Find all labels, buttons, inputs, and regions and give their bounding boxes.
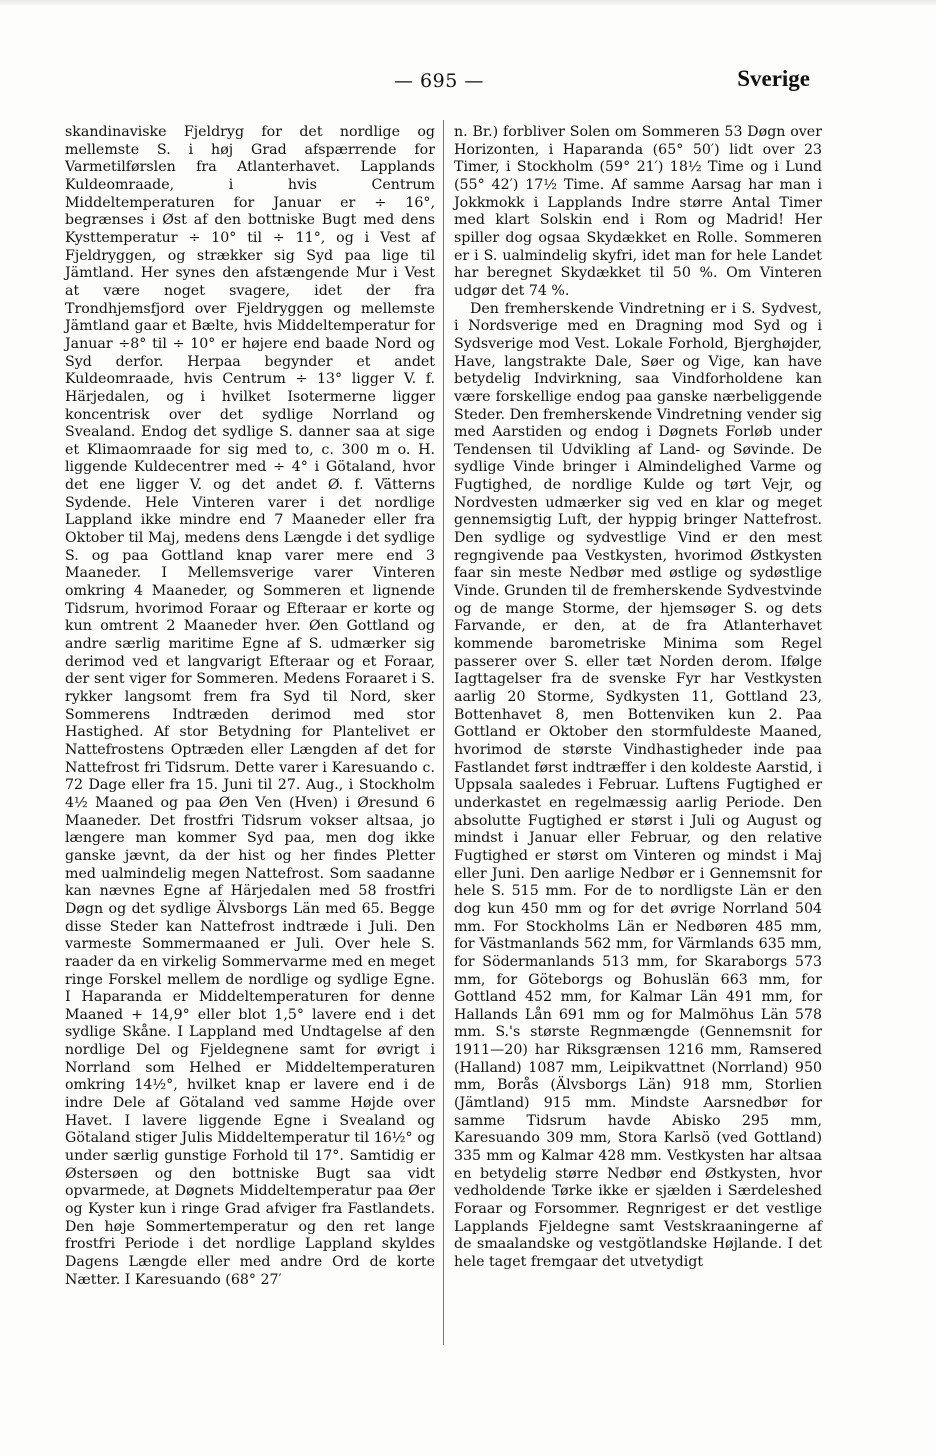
running-head: Sverige [737,66,810,91]
left-column [65,124,435,1349]
paragraph: skandinaviske Fjeldryg for det nordlige og mellemste S. i høj Grad afspærrende for Varmetilførslen fra Atlanterhavet. Lapplands Kuldeomraade, i hvis Centrum Middeltemperaturen for Januar er ÷ 16°, begrænses i Øst af den bottniske Bugt med dens Kysttemperatur ÷ 10° til ÷ 11°, og i Vest af Fjeldryggen, og strækker sig Syd paa lige til Jämtland. Her synes den afstængende Mur i Vest at være noget svagere, idet der fra Trondhjemsfjord over Fjeldryggen og mellemste Jämtland gaar et Bælte, hvis Middeltemperatur for Januar ÷8° til ÷ 10° er højere end baade Nord og Syd derfor. Herpaa begynder et andet Kuldeomraade, hvis Centrum ÷ 13° ligger V. f. Härjedalen, og i hvilket Isotermerne ligger koncentrisk over det sydlige Norrland og Svealand. Endog det sydlige S. danner saa at sige et Klimaomraade for sig med to, c. 300 m o. H. liggende Kuldecentrer med ÷ 4° i Götaland, hvor det ene ligger V. og det andet Ø. f. Vätterns Sydende. Hele Vinteren varer i det nordlige Lappland ikke mindre end 7 Maaneder eller fra Oktober til Maj, medens dens Længde i det sydlige S. og paa Gottland knap varer mere end 3 Maaneder. I Mellemsverige varer Vinteren omkring 4 Maaneder, og Sommeren et lignende Tidsrum, hvorimod Foraar og Efteraar er korte og kun omtrent 2 Maaneder hver. Øen Gottland og andre særlig maritime Egne af S. udmærker sig derimod ved et langvarigt Efteraar og et Foraar, der sent viger for Sommeren. Medens Foraaret i S. rykker langsomt frem fra Syd til Nord, sker Sommerens Indtræden derimod med stor Hastighed. Af stor Betydning for Plantelivet er Nattefrostens Optræden eller Længden af det for Nattefrost fri Tidsrum. Dette varer i Karesuando c. 72 Dage eller fra 15. Juni til 27. Aug., i Stockholm 4½ Maaned og paa Øen Ven (Hven) i Øresund 6 Maaneder. Det frostfri Tidsrum vokser altsaa, jo længere man kommer Syd paa, men dog ikke ganske jævnt, da der hist og her findes Pletter med ualmindelig megen Nattefrost. Som saadanne kan nævnes Egne af Härjedalen med 58 frostfri Døgn og det sydlige Älvsborgs Län med 65. Begge disse Steder kan Nattefrost indtræde i Juli. Den varmeste Sommermaaned er Juli. Over hele S. raader da en virkelig Sommervarme med en meget ringe Forskel mellem de nordlige og sydlige Egne. I Haparanda er Middeltemperaturen for denne Maaned + 14,9° eller blot 1,5° lavere end i det sydlige Skåne. I Lappland med Undtagelse af den nordlige Del og Fjeldegnene samt for øvrigt i Norrland som Helhed er Middeltemperaturen omkring 14½°, hvilket knap er lavere end i de indre Dele af Götaland ved samme Højde over Havet. I lavere liggende Egne i Svealand og Götaland stiger Julis Middeltemperatur til 16½° og under særlig gunstige Forhold til 17°. Samtidig er Østersøen og den bottniske Bugt saa vidt opvarmede, at Døgnets Middeltemperatur paa Øer og Kyster kun i ringe Grad afviger fra Fastlandets. Den høje Sommertemperatur og den ret lange frostfri Periode i det nordlige Lappland skyldes Dagens Længde eller med andre Ord de korte Nætter. I Karesuando (68° 27′ [65,124,435,1288]
column-divider [443,120,444,1345]
page-number: — 695 — [394,70,484,92]
paragraph: Den fremherskende Vindretning er i S. Sydvest, i Nordsverige med en Dragning mod Syd og i Sydsverige mod Vest. Lokale Forhold, Bjerghøjder, Have, langstrakte Dale, Søer og Vige, kan have betydelig Indvirkning, saa Vindforholdene kan være forskellige endog paa ganske nærbeliggende Steder. Den fremherskende Vindretning vender sig med Aarstiden og endog i Døgnets Forløb under Tendensen til Udvikling af Land- og Søvinde. De sydlige Vinde bringer i Almindelighed Varme og Fugtighed, de nordlige Kulde og tørt Vejr, og Nordvesten udmærker sig ved en klar og meget gennemsigtig Luft, der hyppig bringer Nattefrost. Den sydlige og sydvestlige Vind er den mest regngivende paa Vestkysten, hvorimod Østkysten faar sin meste Nedbør med østlige og sydøstlige Vinde. Grunden til de fremherskende Sydvestvinde og de mange Storme, der hjemsøger S. og dets Farvande, er den, at de fra Atlanterhavet kommende barometriske Minima som Regel passerer over S. eller tæt Norden derom. Ifølge Iagttagelser fra de svenske Fyr har Vestkysten aarlig 20 Storme, Sydkysten 11, Gottland 23, Bottenhavet 8, men Bottenviken kun 2. Paa Gottland er Oktober den stormfuldeste Maaned, hvorimod de største Vindhastigheder inde paa Fastlandet først indtræffer i den koldeste Aarstid, i Uppsala saaledes i Februar. Luftens Fugtighed er underkastet en regelmæssig aarlig Periode. Den absolutte Fugtighed er størst i Juli og August og mindst i Januar eller Februar, og den relative Fugtighed er størst om Vinteren og mindst i Maj eller Juni. Den aarlige Nedbør er i Gennemsnit for hele S. 515 mm. For de to nordligste Län er den dog kun 450 mm og for det øvrige Norrland 504 mm. For Stockholms Län er Nedbøren 485 mm, for Västmanlands 562 mm, for Värmlands 635 mm, for Södermanlands 513 mm, for Skaraborgs 573 mm, for Göteborgs og Bohuslän 663 mm, for Gottland 452 mm, for Kalmar Län 491 mm, for Hallands Lån 691 mm og for Malmöhus Län 578 mm. S.'s største Regnmængde (Gennemsnit for 1911—20) har Riksgrænsen 1216 mm, Ramsered (Halland) 1087 mm, Leipikvattnet (Norrland) 950 mm, Borås (Älvsborgs Län) 918 mm, Storlien (Jämtland) 915 mm. Mindste Aarsnedbør for samme Tidsrum havde Abisko 295 mm, Karesuando 309 mm, Stora Karlsö (ved Gottland) 335 mm og Kalmar 428 mm. Vestkysten har altsaa en betydelig større Nedbør end Østkysten, hvor vedholdende Tørke ikke er sjælden i Særdeleshed Foraar og Forsommer. Regnrigest er det vestlige Lapplands Fjeldegne samt Vestskraaningerne af de smaalandske og vestgötlandske Højlande. I det hele taget fremgaar det utvetydigt [454,300,822,1270]
page-header [60,64,810,104]
paragraph: n. Br.) forbliver Solen om Sommeren 53 Døgn over Horizonten, i Haparanda (65° 50′) lidt over 23 Timer, i Stockholm (59° 21′) 18½ Time og i Lund (55° 42′) 17½ Time. Af samme Aarsag har man i Jokkmokk i Lapplands Indre større Antal Timer med klart Solskin end i Rom og Madrid! Her spiller dog ogsaa Skydækket en Rolle. Sommeren er i S. ualmindelig skyfri, idet man for hele Landet har beregnet Skydækket til 50 %. Om Vinteren udgør det 74 %. [454,124,822,299]
scan-edge [0,0,936,6]
right-column [454,124,822,1349]
